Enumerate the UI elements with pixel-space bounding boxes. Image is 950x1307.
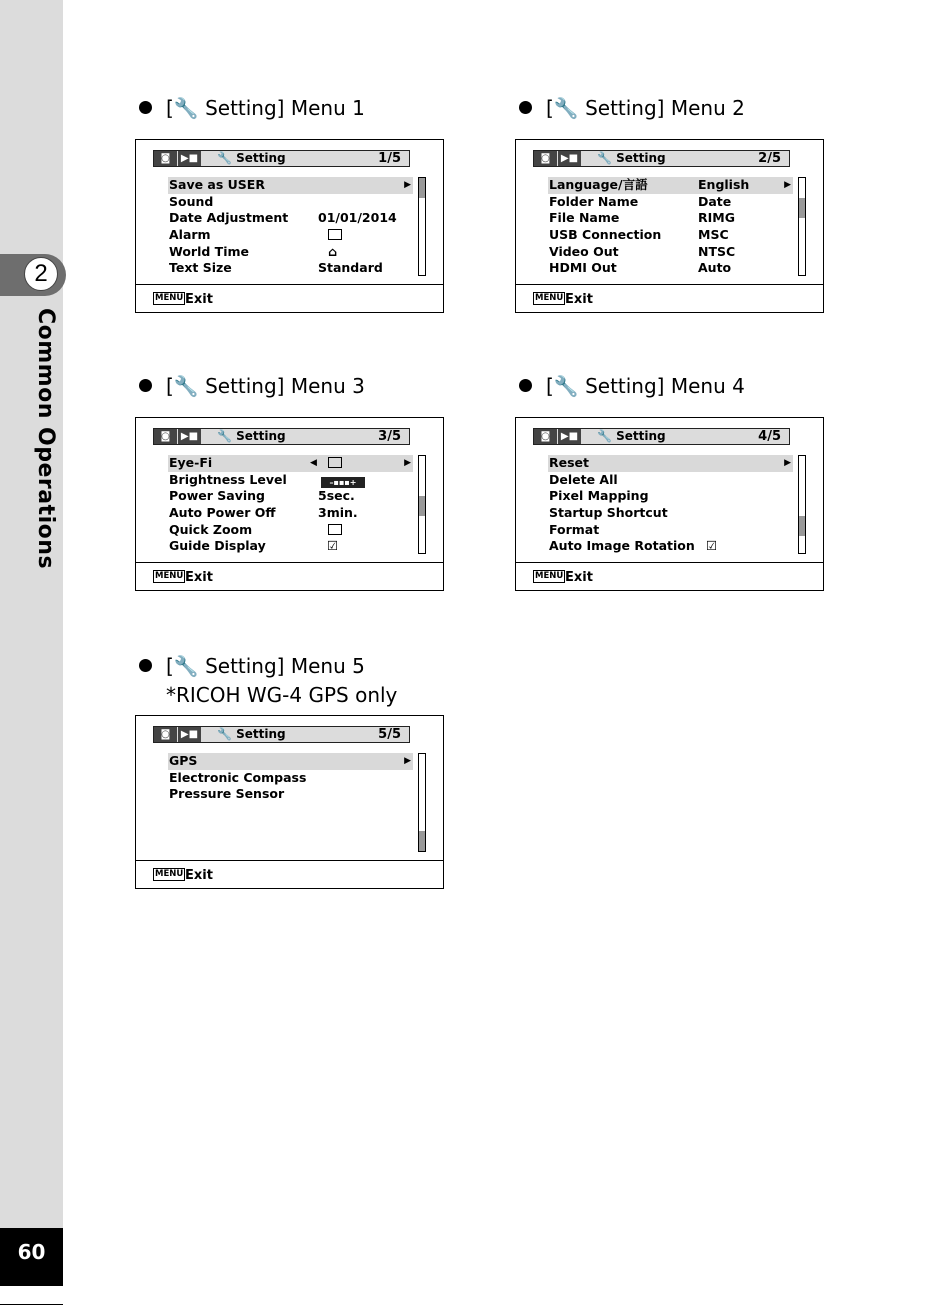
menu-item-brightness-level[interactable]: Brightness Level –▪▪▪+ [168,472,413,489]
menu-item-usb-connection[interactable]: USB Connection MSC [549,227,729,243]
scrollbar[interactable] [798,455,806,554]
tab-bar [153,726,410,743]
menu-item-date-adjustment[interactable]: Date Adjustment 01/01/2014 [169,210,397,226]
divider [136,284,443,285]
menu-4-screen [515,417,824,591]
menu-item-reset[interactable]: Reset ▶ [549,455,791,470]
chapter-title: Common Operations [33,308,58,570]
chapter-tab [0,254,66,296]
menu-list [548,177,793,277]
tab-setting[interactable]: 🔧 Setting [217,429,286,443]
menu-item-video-out[interactable]: Video Out NTSC [549,243,736,259]
exit-label[interactable]: Exit [185,868,213,883]
scroll-thumb[interactable] [799,516,805,536]
camera-icon[interactable]: ◙ [154,727,177,742]
menu-item-auto-power-off[interactable]: Auto Power Off 3min. [169,505,358,521]
menu-item-delete-all[interactable]: Delete All [549,471,618,487]
left-arrow-icon: ◀ [310,458,317,468]
off-box-icon [328,457,342,468]
menu-item-world-time[interactable]: World Time ⌂ [169,243,337,259]
menu-1-screen [135,139,444,313]
scroll-thumb[interactable] [419,496,425,516]
menu-3-screen [135,417,444,591]
menu-key-icon: MENU [155,869,184,879]
menu-5-screen [135,715,444,889]
menu-list [168,753,413,803]
tab-setting[interactable]: 🔧 Setting [217,151,286,165]
menu-1-heading: [🔧 Setting] Menu 1 [139,96,365,120]
tab-bar [153,428,410,445]
page-indicator: 3/5 [378,429,401,444]
bullet-icon [139,379,152,392]
page-indicator: 5/5 [378,727,401,742]
home-icon: ⌂ [328,243,337,259]
divider [516,562,823,563]
chapter-number: 2 [24,257,58,291]
off-box-icon [328,524,342,535]
scrollbar[interactable] [798,177,806,276]
scroll-thumb[interactable] [419,831,425,851]
scrollbar[interactable] [418,753,426,852]
tab-bar [533,150,790,167]
menu-4-heading: [🔧 Setting] Menu 4 [519,374,745,398]
menu-item-pixel-mapping[interactable]: Pixel Mapping [549,488,649,504]
menu-item-eye-fi[interactable]: Eye-Fi ◀ ▶ [169,455,411,470]
exit-label[interactable]: Exit [565,292,593,307]
page-indicator: 2/5 [758,151,781,166]
tab-setting[interactable]: 🔧 Setting [597,151,666,165]
menu-3-heading: [🔧 Setting] Menu 3 [139,374,365,398]
menu-item-language[interactable]: Language/言語 English ▶ [549,177,791,192]
menu-item-folder-name[interactable]: Folder Name Date [549,193,732,209]
menu-key-icon: MENU [535,571,564,581]
menu-item-save-as-user[interactable]: Save as USER ▶ [169,177,411,192]
bullet-icon [139,101,152,114]
menu-item-text-size[interactable]: Text Size Standard [169,260,383,276]
menu-item-auto-image-rotation[interactable]: Auto Image Rotation ☑ [549,538,718,554]
divider [136,562,443,563]
camera-icon[interactable]: ◙ [154,429,177,444]
menu-item-power-saving[interactable]: Power Saving 5sec. [169,488,355,504]
menu-2-heading: [🔧 Setting] Menu 2 [519,96,745,120]
menu-key-icon: MENU [535,293,564,303]
menu-item-alarm[interactable]: Alarm [168,227,413,244]
bullet-icon [519,379,532,392]
scroll-thumb[interactable] [799,198,805,218]
right-arrow-icon: ▶ [784,458,791,468]
menu-item-file-name[interactable]: File Name RIMG [549,210,735,226]
menu-item-electronic-compass[interactable]: Electronic Compass [169,769,307,785]
divider [136,860,443,861]
menu-key-icon: MENU [155,571,184,581]
menu-list [548,455,793,555]
menu-item-startup-shortcut[interactable]: Startup Shortcut [549,505,668,521]
menu-item-sound[interactable]: Sound [169,193,214,209]
scroll-thumb[interactable] [419,178,425,198]
scrollbar[interactable] [418,177,426,276]
exit-label[interactable]: Exit [185,570,213,585]
movie-icon[interactable]: ▶■ [558,151,581,166]
camera-icon[interactable]: ◙ [534,429,557,444]
brightness-scale-icon: –▪▪▪+ [321,477,365,488]
movie-icon[interactable]: ▶■ [558,429,581,444]
menu-2-screen [515,139,824,313]
exit-label[interactable]: Exit [185,292,213,307]
menu-key-icon: MENU [155,293,184,303]
camera-icon[interactable]: ◙ [534,151,557,166]
page-indicator: 4/5 [758,429,781,444]
bottom-rule [0,1304,63,1305]
checked-box-icon: ☑ [706,538,718,554]
exit-label[interactable]: Exit [565,570,593,585]
divider [516,284,823,285]
checked-box-icon: ☑ [327,538,339,554]
menu-item-guide-display[interactable]: Guide Display ☑ [169,538,339,554]
tab-setting[interactable]: 🔧 Setting [217,727,286,741]
page-number: 60 [17,1240,46,1264]
page-indicator: 1/5 [378,151,401,166]
menu-item-quick-zoom[interactable]: Quick Zoom [168,522,413,539]
tab-bar [533,428,790,445]
right-arrow-icon: ▶ [404,180,411,190]
menu-list [168,177,413,277]
movie-icon[interactable]: ▶■ [178,727,201,742]
movie-icon[interactable]: ▶■ [178,429,201,444]
bullet-icon [519,101,532,114]
menu-item-pressure-sensor[interactable]: Pressure Sensor [169,786,285,802]
menu-item-gps[interactable]: GPS ▶ [169,753,411,768]
tab-bar [153,150,410,167]
right-arrow-icon: ▶ [784,180,791,190]
menu-item-format[interactable]: Format [549,521,600,537]
scrollbar[interactable] [418,455,426,554]
movie-icon[interactable]: ▶■ [178,151,201,166]
off-box-icon [328,229,342,240]
bullet-icon [139,659,152,672]
chapter-sidebar [0,0,63,1228]
menu-item-hdmi-out[interactable]: HDMI Out Auto [549,260,732,276]
right-arrow-icon: ▶ [404,756,411,766]
right-arrow-icon: ▶ [404,458,411,468]
menu-5-heading: [🔧 Setting] Menu 5 [139,654,365,678]
camera-icon[interactable]: ◙ [154,151,177,166]
tab-setting[interactable]: 🔧 Setting [597,429,666,443]
menu-list [168,455,413,555]
menu-5-note: *RICOH WG-4 GPS only [166,683,398,707]
